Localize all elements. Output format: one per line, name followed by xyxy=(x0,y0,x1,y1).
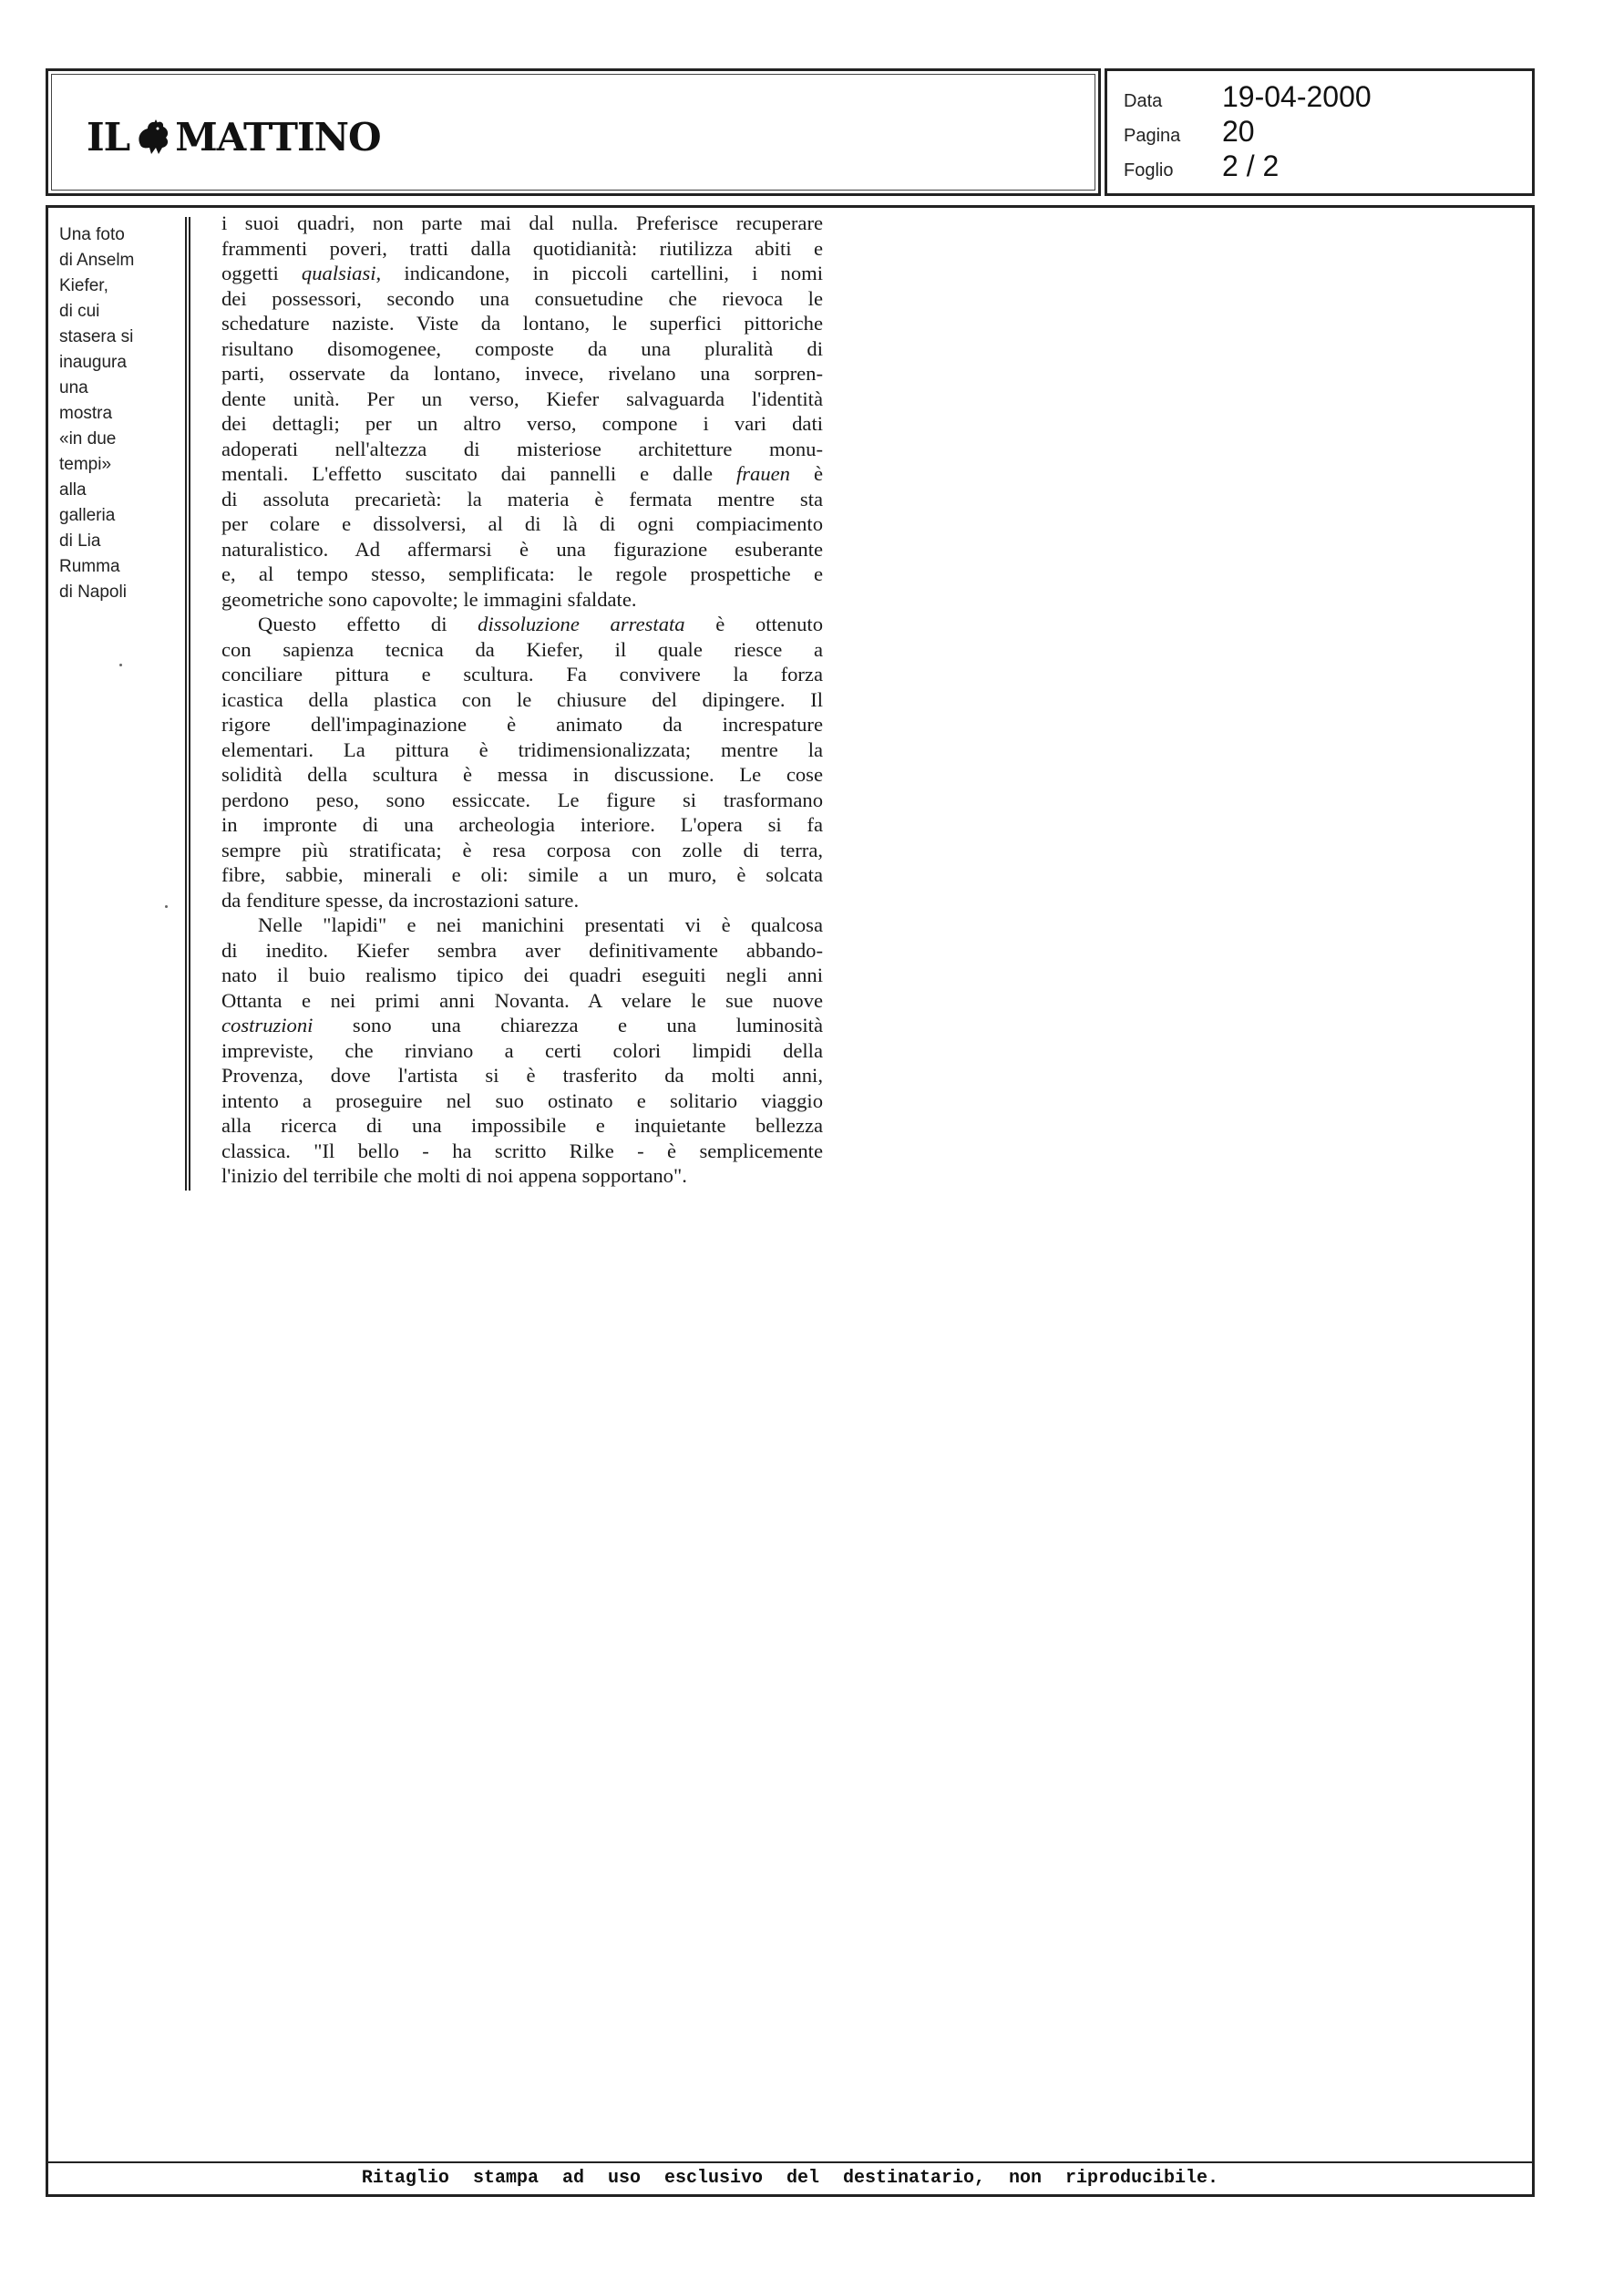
article-line: e, al tempo stesso, semplificata: le regole prospettiche e xyxy=(221,562,823,585)
article-line: alla ricerca di una impossibile e inquietante bellezza xyxy=(221,1114,823,1137)
article-line: conciliare pittura e scultura. Fa convivere la forza xyxy=(221,663,823,686)
article-line: nato il buio realismo tipico dei quadri eseguiti negli anni xyxy=(221,964,823,986)
sheet-label: Foglio xyxy=(1124,160,1174,180)
article-line: dei possessori, secondo una consuetudine che rievoca le xyxy=(221,286,823,310)
page-label: Pagina xyxy=(1124,126,1181,146)
article-line: costruzioni sono una chiarezza e una luminosità xyxy=(221,1014,823,1036)
caption-line: Una foto xyxy=(59,225,125,244)
article-line: l'inizio del terribile che molti di noi appena sopportano". xyxy=(221,1164,687,1187)
photo-caption xyxy=(59,222,196,605)
article-line: oggetti qualsiasi, indicandone, in piccoli cartellini, i nomi xyxy=(221,262,823,284)
caption-line: di Napoli xyxy=(59,583,127,602)
article-line: elementari. La pittura è tridimensionalizzata; mentre la xyxy=(221,737,823,761)
article-line: dente unità. Per un verso, Kiefer salvaguarda l'identità xyxy=(221,387,823,410)
article-line: di inedito. Kiefer sembra aver definitivamente abbando- xyxy=(221,938,823,962)
article-line: Questo effetto di dissoluzione arrestata è ottenuto xyxy=(258,613,824,635)
article-line: perdono peso, sono essiccate. Le figure si trasformano xyxy=(221,788,823,811)
article-line: i suoi quadri, non parte mai dal nulla. Preferisce recuperare xyxy=(221,211,823,234)
masthead-il: IL xyxy=(87,115,130,160)
article-line: per colare e dissolversi, al di là di ogni compiacimento xyxy=(221,512,823,535)
caption-line: mostra xyxy=(59,404,113,423)
article-line: di assoluta precarietà: la materia è fermata mentre sta xyxy=(221,487,823,510)
article-line: Ottanta e nei primi anni Novanta. A velare le sue nuove xyxy=(221,988,823,1012)
caption-line: inaugura xyxy=(59,353,127,372)
article-line: Nelle "lapidi" e nei manichini presentati vi è qualcosa xyxy=(258,913,823,936)
footer-notice: Ritaglio stampa ad uso esclusivo del destinatario, non riproducibile. xyxy=(361,2168,1219,2189)
caption-line: di Lia xyxy=(59,531,101,551)
sheet-value: 2 / 2 xyxy=(1222,150,1280,182)
article-line: schedature naziste. Viste da lontano, le superfici pittoriche xyxy=(221,312,823,335)
article-line: geometriche sono capovolte; le immagini sfaldate. xyxy=(221,587,637,611)
article-line: mentali. L'effetto suscitato dai pannelli e dalle frauen è xyxy=(221,462,823,485)
article-line: risultano disomogenee, composte da una pluralità di xyxy=(221,336,823,360)
caption-line: una xyxy=(59,378,88,397)
article-line: icastica della plastica con le chiusure del dipingere. Il xyxy=(221,687,823,711)
speck xyxy=(165,905,168,908)
article-line: dei dettagli; per un altro verso, compone i vari dati xyxy=(221,412,823,435)
date-value: 19-04-2000 xyxy=(1222,80,1372,113)
date-label: Data xyxy=(1124,91,1163,111)
masthead-mattino: MATTINO xyxy=(175,115,381,160)
article-line: sempre più stratificata; è resa corposa con zolle di terra, xyxy=(221,838,823,861)
article-line: impreviste, che rinviano a certi colori limpidi della xyxy=(221,1038,823,1062)
newspaper-masthead xyxy=(87,115,381,160)
caption-line: Rumma xyxy=(59,557,120,576)
article-line: Provenza, dove l'artista si è trasferito da molti anni, xyxy=(221,1064,823,1087)
article-line: intento a proseguire nel suo ostinato e solitario viaggio xyxy=(221,1088,823,1112)
caption-line: Kiefer, xyxy=(59,276,108,295)
caption-line: stasera si xyxy=(59,327,134,346)
page-row xyxy=(1124,115,1255,149)
caption-line: di cui xyxy=(59,302,100,321)
sheet-row xyxy=(1124,150,1279,183)
metadata-box xyxy=(1105,68,1535,196)
article-line: naturalistico. Ad affermarsi è una figurazione esuberante xyxy=(221,537,823,561)
column-divider xyxy=(185,217,190,1191)
caption-line: «in due xyxy=(59,429,117,449)
clipping-body xyxy=(46,205,1535,2197)
page-value: 20 xyxy=(1222,115,1255,148)
rooster-icon xyxy=(131,118,173,158)
masthead-box xyxy=(46,68,1101,196)
article-line: adoperati nell'altezza di misteriose architetture monu- xyxy=(221,437,823,460)
article-line: in impronte di una archeologia interiore. L'opera si fa xyxy=(221,813,823,836)
caption-line: alla xyxy=(59,480,87,500)
article-line: solidità della scultura è messa in discussione. Le cose xyxy=(221,763,823,786)
footer-divider xyxy=(48,2161,1532,2163)
caption-line: galleria xyxy=(59,506,116,525)
date-row xyxy=(1124,80,1372,114)
article-text xyxy=(221,211,823,1189)
article-line: fibre, sabbie, minerali e oli: simile a un muro, è solcata xyxy=(221,863,823,886)
article-line: rigore dell'impaginazione è animato da increspature xyxy=(221,713,823,736)
article-line: da fenditure spesse, da incrostazioni sature. xyxy=(221,888,580,912)
caption-line: di Anselm xyxy=(59,251,135,270)
article-line: parti, osservate da lontano, invece, rivelano una sorpren- xyxy=(221,362,823,385)
speck xyxy=(119,664,122,666)
article-line: con sapienza tecnica da Kiefer, il quale riesce a xyxy=(221,637,823,661)
article-line: classica. "Il bello - ha scritto Rilke - è semplicemente xyxy=(221,1139,823,1162)
article-line: frammenti poveri, tratti dalla quotidianità: riutilizza abiti e xyxy=(221,236,823,260)
caption-line: tempi» xyxy=(59,455,112,474)
